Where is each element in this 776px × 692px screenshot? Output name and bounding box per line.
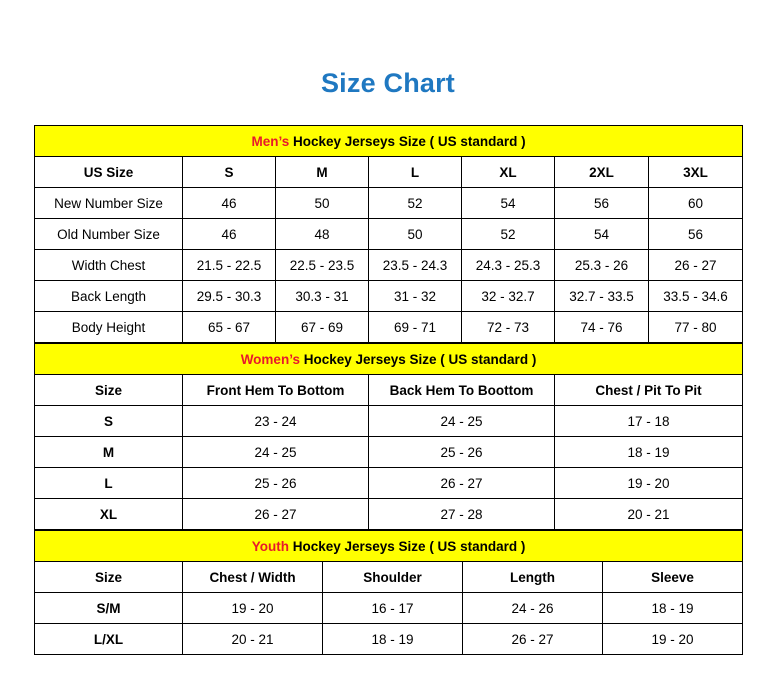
mens-r2-c6: 26 - 27 (649, 250, 743, 281)
mens-r1-c1: 46 (183, 219, 276, 250)
table-banner-row (35, 531, 743, 562)
youth-r0-c1: 19 - 20 (183, 593, 323, 624)
mens-r1-c2: 48 (276, 219, 369, 250)
mens-banner-rest: Hockey Jerseys Size ( US standard ) (289, 133, 526, 149)
mens-col-6: 3XL (649, 157, 743, 188)
mens-r4-c6: 77 - 80 (649, 312, 743, 343)
womens-r2-c1: 25 - 26 (183, 468, 369, 499)
table-banner-row (35, 126, 743, 157)
mens-r4-c2: 67 - 69 (276, 312, 369, 343)
table-row (35, 406, 743, 437)
youth-r1-c0: L/XL (35, 624, 183, 655)
youth-banner-rest: Hockey Jerseys Size ( US standard ) (288, 538, 526, 554)
mens-size-table (34, 125, 743, 343)
mens-r3-c3: 31 - 32 (369, 281, 462, 312)
table-row (35, 499, 743, 530)
womens-r3-c0: XL (35, 499, 183, 530)
mens-col-1: S (183, 157, 276, 188)
youth-banner-accent: Youth (251, 538, 289, 554)
womens-r0-c0: S (35, 406, 183, 437)
mens-r4-c0: Body Height (35, 312, 183, 343)
mens-r2-c1: 21.5 - 22.5 (183, 250, 276, 281)
youth-r1-c3: 26 - 27 (463, 624, 603, 655)
mens-r0-c1: 46 (183, 188, 276, 219)
table-row (35, 624, 743, 655)
youth-col-4: Sleeve (603, 562, 743, 593)
youth-r1-c2: 18 - 19 (323, 624, 463, 655)
youth-r0-c3: 24 - 26 (463, 593, 603, 624)
womens-r2-c3: 19 - 20 (555, 468, 743, 499)
youth-r1-c1: 20 - 21 (183, 624, 323, 655)
table-row (35, 219, 743, 250)
youth-size-table (34, 530, 743, 655)
mens-col-4: XL (462, 157, 555, 188)
womens-r1-c3: 18 - 19 (555, 437, 743, 468)
mens-r3-c2: 30.3 - 31 (276, 281, 369, 312)
womens-size-table (34, 343, 743, 530)
youth-banner (35, 531, 743, 562)
mens-r4-c1: 65 - 67 (183, 312, 276, 343)
mens-banner-accent: Men’s (251, 133, 290, 149)
womens-r2-c0: L (35, 468, 183, 499)
mens-r1-c6: 56 (649, 219, 743, 250)
mens-r1-c0: Old Number Size (35, 219, 183, 250)
table-row (35, 281, 743, 312)
mens-r0-c2: 50 (276, 188, 369, 219)
womens-banner-rest: Hockey Jerseys Size ( US standard ) (299, 351, 537, 367)
mens-r1-c3: 50 (369, 219, 462, 250)
womens-r0-c3: 17 - 18 (555, 406, 743, 437)
womens-r1-c0: M (35, 437, 183, 468)
womens-col-0: Size (35, 375, 183, 406)
womens-r3-c2: 27 - 28 (369, 499, 555, 530)
mens-r0-c0: New Number Size (35, 188, 183, 219)
mens-r3-c0: Back Length (35, 281, 183, 312)
mens-r2-c2: 22.5 - 23.5 (276, 250, 369, 281)
mens-r3-c6: 33.5 - 34.6 (649, 281, 743, 312)
womens-r2-c2: 26 - 27 (369, 468, 555, 499)
womens-r1-c2: 25 - 26 (369, 437, 555, 468)
youth-col-0: Size (35, 562, 183, 593)
table-row (35, 437, 743, 468)
mens-col-5: 2XL (555, 157, 649, 188)
womens-r0-c1: 23 - 24 (183, 406, 369, 437)
table-row (35, 250, 743, 281)
table-row (35, 468, 743, 499)
table-header-row (35, 375, 743, 406)
womens-r1-c1: 24 - 25 (183, 437, 369, 468)
womens-col-2: Back Hem To Boottom (369, 375, 555, 406)
mens-r0-c3: 52 (369, 188, 462, 219)
mens-r4-c5: 74 - 76 (555, 312, 649, 343)
mens-r4-c4: 72 - 73 (462, 312, 555, 343)
mens-r1-c5: 54 (555, 219, 649, 250)
mens-r2-c3: 23.5 - 24.3 (369, 250, 462, 281)
mens-r0-c6: 60 (649, 188, 743, 219)
mens-r2-c5: 25.3 - 26 (555, 250, 649, 281)
womens-r0-c2: 24 - 25 (369, 406, 555, 437)
womens-col-1: Front Hem To Bottom (183, 375, 369, 406)
table-header-row (35, 562, 743, 593)
mens-banner (35, 126, 743, 157)
womens-col-3: Chest / Pit To Pit (555, 375, 743, 406)
mens-r2-c4: 24.3 - 25.3 (462, 250, 555, 281)
youth-col-2: Shoulder (323, 562, 463, 593)
mens-r3-c4: 32 - 32.7 (462, 281, 555, 312)
table-header-row (35, 157, 743, 188)
mens-r2-c0: Width Chest (35, 250, 183, 281)
youth-col-3: Length (463, 562, 603, 593)
table-row (35, 593, 743, 624)
table-row (35, 188, 743, 219)
table-banner-row (35, 344, 743, 375)
youth-r1-c4: 19 - 20 (603, 624, 743, 655)
mens-col-0: US Size (35, 157, 183, 188)
mens-r3-c1: 29.5 - 30.3 (183, 281, 276, 312)
page-title: Size Chart (320, 68, 456, 98)
mens-r0-c5: 56 (555, 188, 649, 219)
mens-r0-c4: 54 (462, 188, 555, 219)
table-row (35, 312, 743, 343)
mens-r3-c5: 32.7 - 33.5 (555, 281, 649, 312)
mens-col-2: M (276, 157, 369, 188)
womens-banner-accent: Women’s (240, 351, 300, 367)
youth-r0-c4: 18 - 19 (603, 593, 743, 624)
youth-r0-c0: S/M (35, 593, 183, 624)
mens-col-3: L (369, 157, 462, 188)
womens-banner (35, 344, 743, 375)
youth-col-1: Chest / Width (183, 562, 323, 593)
size-chart-tables (34, 125, 742, 655)
mens-r4-c3: 69 - 71 (369, 312, 462, 343)
womens-r3-c3: 20 - 21 (555, 499, 743, 530)
youth-r0-c2: 16 - 17 (323, 593, 463, 624)
mens-r1-c4: 52 (462, 219, 555, 250)
womens-r3-c1: 26 - 27 (183, 499, 369, 530)
